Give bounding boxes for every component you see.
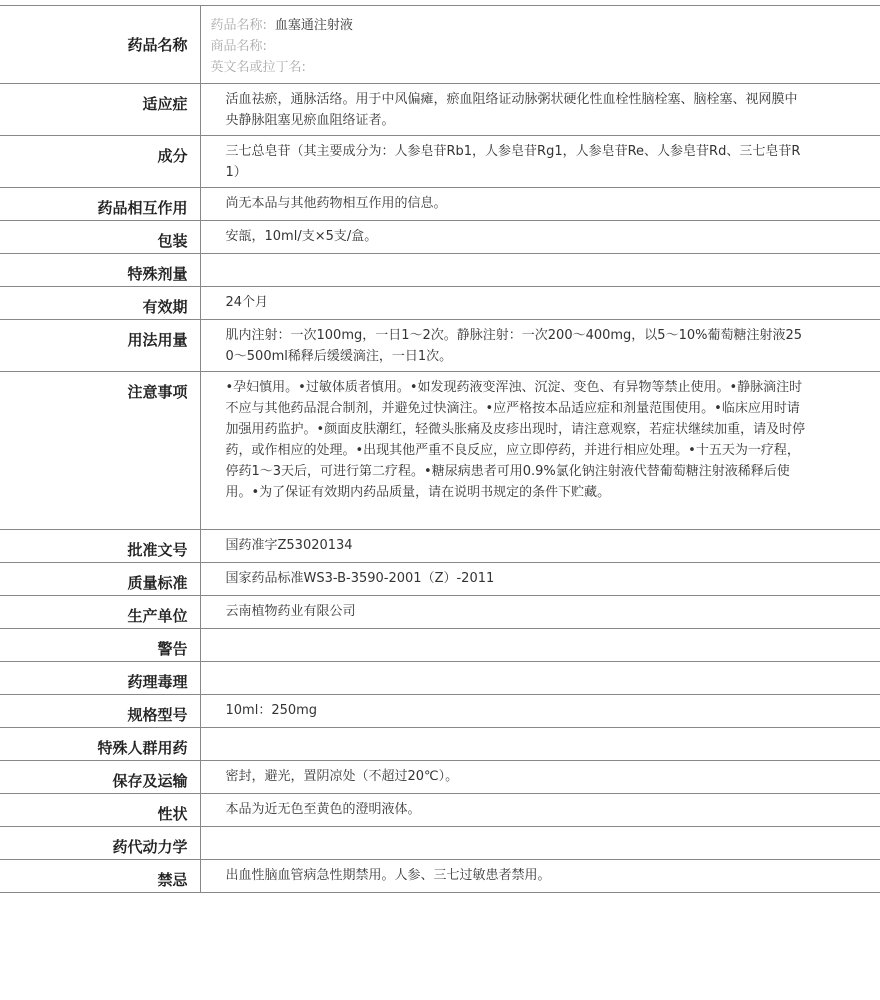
table-row: [0, 563, 880, 596]
generic-name-line: [211, 15, 861, 36]
generic-name-key: 药品名称:: [210, 18, 267, 33]
row-value: 安瓿，10ml/支×5支/盒。: [200, 221, 880, 254]
row-value: 活血祛瘀，通脉活络。用于中风偏瘫，瘀血阻络证动脉粥状硬化性血栓性脑栓塞、脑栓塞、视网膜中央静脉阻塞见瘀血阻络证者。: [200, 84, 880, 136]
table-row: [0, 372, 880, 530]
row-label: 生产单位: [0, 596, 200, 629]
row-label: 禁忌: [0, 860, 200, 893]
drug-info-body: [0, 6, 880, 893]
row-label: 批准文号: [0, 530, 200, 563]
row-value: 10ml：250mg: [200, 695, 880, 728]
row-value: 云南植物药业有限公司: [200, 596, 880, 629]
table-row: [0, 188, 880, 221]
row-value: 三七总皂苷（其主要成分为：人参皂苷Rb1，人参皂苷Rg1，人参皂苷Re、人参皂苷Rd、三七皂苷R1）: [200, 136, 880, 188]
row-value: 24个月: [200, 287, 880, 320]
drug-info-table: [0, 5, 880, 893]
row-value: 出血性脑血管病急性期禁用。人参、三七过敏患者禁用。: [200, 860, 880, 893]
row-value: [200, 629, 880, 662]
table-row: [0, 596, 880, 629]
row-label: 特殊剂量: [0, 254, 200, 287]
table-row: [0, 221, 880, 254]
table-row: [0, 860, 880, 893]
table-row: [0, 827, 880, 860]
row-label: 药品名称: [0, 6, 200, 84]
row-value: 本品为近无色至黄色的澄明液体。: [200, 794, 880, 827]
row-label: 注意事项: [0, 372, 200, 530]
row-value: 国药准字Z53020134: [200, 530, 880, 563]
table-row: [0, 254, 880, 287]
row-value: [200, 254, 880, 287]
row-value: [200, 728, 880, 761]
trade-name-line: [211, 36, 861, 57]
row-label: 规格型号: [0, 695, 200, 728]
row-value: 密封，避光，置阴凉处（不超过20℃）。: [200, 761, 880, 794]
row-value: 肌内注射：一次100mg，一日1～2次。静脉注射：一次200～400mg，以5～10%葡萄糖注射液250～500ml稀释后缓缓滴注，一日1次。: [200, 320, 880, 372]
row-label: 成分: [0, 136, 200, 188]
generic-name-value: 血塞通注射液: [274, 18, 353, 33]
english-name-key: 英文名或拉丁名:: [210, 60, 306, 75]
table-row: [0, 794, 880, 827]
row-drug-name: [0, 6, 880, 84]
row-label: 性状: [0, 794, 200, 827]
row-label: 特殊人群用药: [0, 728, 200, 761]
row-label: 药代动力学: [0, 827, 200, 860]
table-row: [0, 695, 880, 728]
row-label: 药理毒理: [0, 662, 200, 695]
table-row: [0, 530, 880, 563]
table-row: [0, 761, 880, 794]
row-label: 药品相互作用: [0, 188, 200, 221]
drug-name-cell: [200, 6, 880, 84]
row-label: 质量标准: [0, 563, 200, 596]
trade-name-key: 商品名称:: [210, 39, 267, 54]
row-value: [200, 662, 880, 695]
table-row: [0, 728, 880, 761]
table-row: [0, 136, 880, 188]
row-value: •孕妇慎用。•过敏体质者慎用。•如发现药液变浑浊、沉淀、变色、有异物等禁止使用。•静脉滴注时不应与其他药品混合制剂，并避免过快滴注。•应严格按本品适应症和剂量范围使用。•临床应用时请加强用药监护。•颜面皮肤潮红，轻微头胀痛及皮疹出现时，请注意观察，若症状继续加重，请及时停药，或作相应的处理。•出现其他严重不良反应，应立即停药，并进行相应处理。•十五天为一疗程，停药1～3天后，可进行第二疗程。•糖尿病患者可用0.9%氯化钠注射液代替葡萄糖注射液稀释后使用。•为了保证有效期内药品质量，请在说明书规定的条件下贮藏。: [200, 372, 880, 530]
table-row: [0, 287, 880, 320]
table-row: [0, 662, 880, 695]
english-name-line: [211, 57, 861, 78]
row-label: 包装: [0, 221, 200, 254]
row-value: 国家药品标准WS3-B-3590-2001（Z）-2011: [200, 563, 880, 596]
row-label: 有效期: [0, 287, 200, 320]
table-row: [0, 629, 880, 662]
table-row: [0, 84, 880, 136]
table-row: [0, 320, 880, 372]
row-label: 警告: [0, 629, 200, 662]
row-label: 适应症: [0, 84, 200, 136]
row-value: 尚无本品与其他药物相互作用的信息。: [200, 188, 880, 221]
row-label: 用法用量: [0, 320, 200, 372]
row-value: [200, 827, 880, 860]
row-label: 保存及运输: [0, 761, 200, 794]
